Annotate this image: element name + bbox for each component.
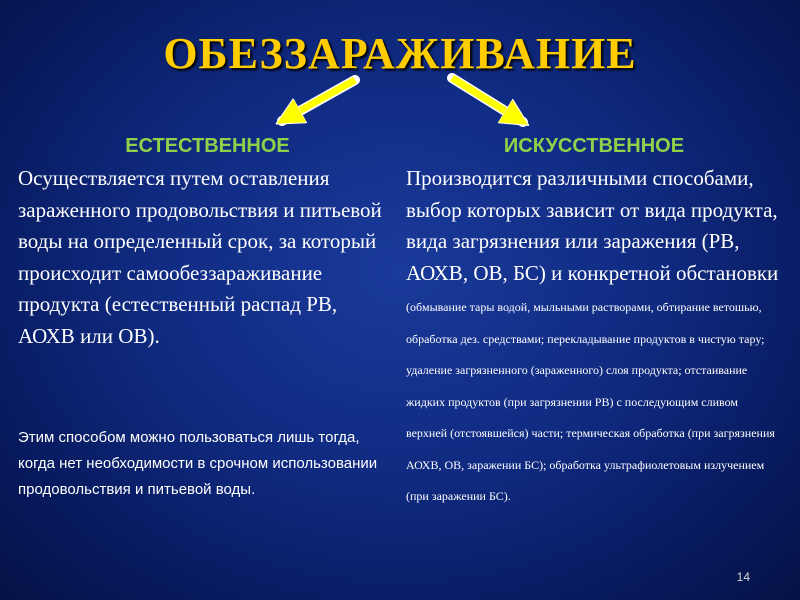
page-number: 14 — [736, 570, 750, 584]
heading-artificial: ИСКУССТВЕННОЕ — [503, 135, 685, 157]
artificial-description — [406, 163, 781, 510]
natural-note: Этим способом можно пользоваться лишь тогда, когда нет необходимости в срочном использовании продовольствия и питьевой воды. — [18, 429, 378, 498]
natural-description: Осуществляется путем оставления зараженного продовольствия и питьевой воды на определенный срок, за который происходит самообеззараживание продукта (естественный распад РВ, АОХВ или ОВ). — [18, 166, 382, 348]
artificial-body: Производится различными способами, выбор которых зависит от вида продукта, вида загрязнения или заражения (РВ, АОХВ, ОВ, БС) и конкретной обстановки — [406, 166, 779, 285]
artificial-details: (обмывание тары водой, мыльными растворами, обтирание ветошью, обработка дез. средствами; перекладывание продуктов в чистую тару; удаление загрязненного (зараженного) слоя продукта; отстаивание жидких продуктов (при загрязнении РВ) с последующим сливом верхней (отстоявшейся) части; термическая обработка (при загрязнения АОХВ, ОВ, заражении БС); обработка ультрафиолетовым излучением (при заражении БС). — [406, 300, 775, 503]
heading-natural: ЕСТЕСТВЕННОЕ — [125, 135, 290, 157]
slide-title: ОБЕЗЗАРАЖИВАНИЕ — [163, 29, 637, 78]
